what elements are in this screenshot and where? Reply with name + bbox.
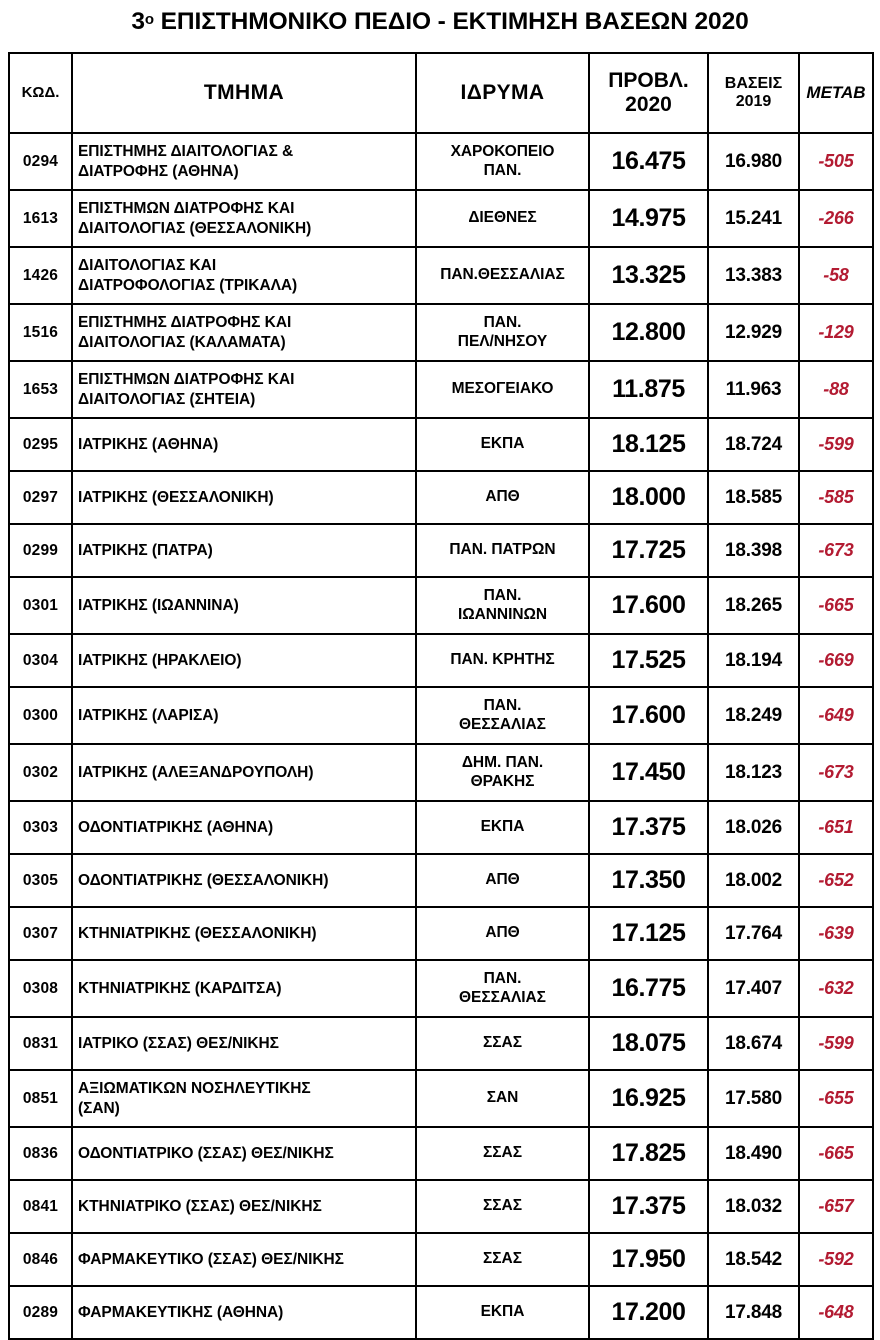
cell-change: -505 — [799, 133, 873, 190]
cell-institution: ΠΑΝ. ΠΑΤΡΩΝ — [416, 524, 589, 577]
cell-bases: 17.848 — [708, 1286, 799, 1339]
cell-bases: 15.241 — [708, 190, 799, 247]
table-header — [9, 53, 873, 133]
cell-department: ΕΠΙΣΤΗΜΗΣ ΔΙΑΙΤΟΛΟΓΙΑΣ & ΔΙΑΤΡΟΦΗΣ (ΑΘΗΝΑ) — [72, 133, 416, 190]
cell-code: 1426 — [9, 247, 72, 304]
cell-projection: 17.450 — [589, 744, 708, 801]
cell-code: 1653 — [9, 361, 72, 418]
cell-change: -585 — [799, 471, 873, 524]
cell-department: ΙΑΤΡΙΚΗΣ (ΠΑΤΡΑ) — [72, 524, 416, 577]
cell-change: -599 — [799, 1017, 873, 1070]
cell-code: 0303 — [9, 801, 72, 854]
cell-institution: ΠΑΝ.ΘΕΣΣΑΛΙΑΣ — [416, 247, 589, 304]
cell-projection: 11.875 — [589, 361, 708, 418]
page-title-text: ΕΠΙΣΤΗΜΟΝΙΚΟ ΠΕΔΙΟ - ΕΚΤΙΜΗΣΗ ΒΑΣΕΩΝ 2020 — [153, 8, 749, 35]
cell-department: ΚΤΗΝΙΑΤΡΙΚΗΣ (ΚΑΡΔΙΤΣΑ) — [72, 960, 416, 1017]
cell-projection: 18.125 — [589, 418, 708, 471]
cell-code: 0308 — [9, 960, 72, 1017]
cell-projection: 17.375 — [589, 801, 708, 854]
column-header-department: ΤΜΗΜΑ — [72, 53, 416, 133]
cell-change: -639 — [799, 907, 873, 960]
cell-department: ΙΑΤΡΙΚΗΣ (ΘΕΣΣΑΛΟΝΙΚΗ) — [72, 471, 416, 524]
page-title — [0, 0, 880, 35]
cell-code: 0831 — [9, 1017, 72, 1070]
cell-department: ΔΙΑΙΤΟΛΟΓΙΑΣ ΚΑΙ ΔΙΑΤΡΟΦΟΛΟΓΙΑΣ (ΤΡΙΚΑΛΑ) — [72, 247, 416, 304]
table-row — [9, 1180, 873, 1233]
page-title-ordinal-suffix: o — [144, 11, 154, 28]
cell-projection: 17.350 — [589, 854, 708, 907]
column-header-bases — [708, 53, 799, 133]
column-header-change: ΜΕΤΑΒ — [799, 53, 873, 133]
cell-department: ΙΑΤΡΙΚΗΣ (ΗΡΑΚΛΕΙΟ) — [72, 634, 416, 687]
cell-department: ΟΔΟΝΤΙΑΤΡΙΚΗΣ (ΑΘΗΝΑ) — [72, 801, 416, 854]
cell-institution: ΕΚΠΑ — [416, 418, 589, 471]
cell-code: 0299 — [9, 524, 72, 577]
cell-code: 0836 — [9, 1127, 72, 1180]
column-header-projection-line1: ΠΡΟΒΛ. — [608, 69, 689, 93]
cell-department: ΙΑΤΡΙΚΗΣ (ΑΛΕΞΑΝΔΡΟΥΠΟΛΗ) — [72, 744, 416, 801]
table-row — [9, 524, 873, 577]
cell-bases: 18.026 — [708, 801, 799, 854]
table-row — [9, 361, 873, 418]
table-row — [9, 1070, 873, 1127]
cell-department: ΟΔΟΝΤΙΑΤΡΙΚΟ (ΣΣΑΣ) ΘΕΣ/ΝΙΚΗΣ — [72, 1127, 416, 1180]
cell-bases: 18.674 — [708, 1017, 799, 1070]
table-row — [9, 1017, 873, 1070]
column-header-bases-line1: ΒΑΣΕΙΣ — [724, 75, 783, 93]
cell-change: -651 — [799, 801, 873, 854]
cell-bases: 18.249 — [708, 687, 799, 744]
table-row — [9, 1127, 873, 1180]
cell-department: ΚΤΗΝΙΑΤΡΙΚΟ (ΣΣΑΣ) ΘΕΣ/ΝΙΚΗΣ — [72, 1180, 416, 1233]
table-row — [9, 634, 873, 687]
cell-code: 1613 — [9, 190, 72, 247]
cell-code: 0305 — [9, 854, 72, 907]
table-row — [9, 577, 873, 634]
cell-code: 0294 — [9, 133, 72, 190]
cell-projection: 17.725 — [589, 524, 708, 577]
cell-code: 0307 — [9, 907, 72, 960]
cell-institution: ΔΙΕΘΝΕΣ — [416, 190, 589, 247]
cell-bases: 18.123 — [708, 744, 799, 801]
cell-institution: ΑΠΘ — [416, 854, 589, 907]
cell-bases: 18.398 — [708, 524, 799, 577]
table-row — [9, 744, 873, 801]
table-row — [9, 1286, 873, 1339]
cell-institution: ΜΕΣΟΓΕΙΑΚΟ — [416, 361, 589, 418]
column-header-bases-line2: 2019 — [735, 93, 772, 110]
bases-table — [8, 52, 874, 1340]
cell-institution: ΕΚΠΑ — [416, 1286, 589, 1339]
cell-department: ΦΑΡΜΑΚΕΥΤΙΚΟ (ΣΣΑΣ) ΘΕΣ/ΝΙΚΗΣ — [72, 1233, 416, 1286]
cell-code: 0301 — [9, 577, 72, 634]
cell-institution: ΣΣΑΣ — [416, 1180, 589, 1233]
cell-code: 0841 — [9, 1180, 72, 1233]
cell-change: -632 — [799, 960, 873, 1017]
cell-bases: 11.963 — [708, 361, 799, 418]
cell-projection: 16.475 — [589, 133, 708, 190]
cell-institution: ΠΑΝ. ΠΕΛ/ΝΗΣΟΥ — [416, 304, 589, 361]
cell-institution: ΠΑΝ. ΘΕΣΣΑΛΙΑΣ — [416, 960, 589, 1017]
cell-institution: ΠΑΝ. ΘΕΣΣΑΛΙΑΣ — [416, 687, 589, 744]
cell-change: -58 — [799, 247, 873, 304]
cell-bases: 18.490 — [708, 1127, 799, 1180]
page-title-number: 3 — [131, 8, 145, 35]
cell-change: -88 — [799, 361, 873, 418]
cell-institution: ΣΣΑΣ — [416, 1017, 589, 1070]
cell-projection: 17.825 — [589, 1127, 708, 1180]
table-row — [9, 907, 873, 960]
table-header-row — [9, 53, 873, 133]
cell-code: 0846 — [9, 1233, 72, 1286]
cell-bases: 12.929 — [708, 304, 799, 361]
table-row — [9, 190, 873, 247]
cell-department: ΟΔΟΝΤΙΑΤΡΙΚΗΣ (ΘΕΣΣΑΛΟΝΙΚΗ) — [72, 854, 416, 907]
table-row — [9, 801, 873, 854]
table-row — [9, 247, 873, 304]
table-row — [9, 960, 873, 1017]
column-header-institution: ΙΔΡΥΜΑ — [416, 53, 589, 133]
cell-bases: 16.980 — [708, 133, 799, 190]
cell-projection: 18.000 — [589, 471, 708, 524]
table-body — [9, 133, 873, 1339]
cell-projection: 16.925 — [589, 1070, 708, 1127]
table-row — [9, 854, 873, 907]
column-header-projection — [589, 53, 708, 133]
cell-change: -652 — [799, 854, 873, 907]
cell-change: -599 — [799, 418, 873, 471]
cell-institution: ΠΑΝ. ΙΩΑΝΝΙΝΩΝ — [416, 577, 589, 634]
cell-institution: ΠΑΝ. ΚΡΗΤΗΣ — [416, 634, 589, 687]
cell-department: ΦΑΡΜΑΚΕΥΤΙΚΗΣ (ΑΘΗΝΑ) — [72, 1286, 416, 1339]
cell-change: -266 — [799, 190, 873, 247]
table-row — [9, 1233, 873, 1286]
cell-change: -657 — [799, 1180, 873, 1233]
cell-projection: 13.325 — [589, 247, 708, 304]
cell-institution: ΣΑΝ — [416, 1070, 589, 1127]
cell-change: -673 — [799, 524, 873, 577]
cell-projection: 17.950 — [589, 1233, 708, 1286]
cell-department: ΕΠΙΣΤΗΜΩΝ ΔΙΑΤΡΟΦΗΣ ΚΑΙ ΔΙΑΙΤΟΛΟΓΙΑΣ (ΣΗΤΕΙΑ) — [72, 361, 416, 418]
cell-institution: ΑΠΘ — [416, 907, 589, 960]
cell-department: ΙΑΤΡΙΚΗΣ (ΑΘΗΝΑ) — [72, 418, 416, 471]
cell-change: -665 — [799, 577, 873, 634]
cell-projection: 18.075 — [589, 1017, 708, 1070]
cell-department: ΙΑΤΡΙΚΟ (ΣΣΑΣ) ΘΕΣ/ΝΙΚΗΣ — [72, 1017, 416, 1070]
cell-change: -655 — [799, 1070, 873, 1127]
table-row — [9, 418, 873, 471]
cell-institution: ΔΗΜ. ΠΑΝ. ΘΡΑΚΗΣ — [416, 744, 589, 801]
cell-bases: 18.585 — [708, 471, 799, 524]
cell-bases: 13.383 — [708, 247, 799, 304]
cell-institution: ΑΠΘ — [416, 471, 589, 524]
cell-projection: 17.375 — [589, 1180, 708, 1233]
cell-projection: 12.800 — [589, 304, 708, 361]
cell-projection: 17.600 — [589, 687, 708, 744]
column-header-projection-line2: 2020 — [625, 93, 672, 116]
cell-institution: ΣΣΑΣ — [416, 1127, 589, 1180]
cell-institution: ΕΚΠΑ — [416, 801, 589, 854]
cell-institution: ΣΣΑΣ — [416, 1233, 589, 1286]
cell-department: ΕΠΙΣΤΗΜΩΝ ΔΙΑΤΡΟΦΗΣ ΚΑΙ ΔΙΑΙΤΟΛΟΓΙΑΣ (ΘΕΣΣΑΛΟΝΙΚΗ) — [72, 190, 416, 247]
cell-projection: 17.525 — [589, 634, 708, 687]
cell-department: ΕΠΙΣΤΗΜΗΣ ΔΙΑΤΡΟΦΗΣ ΚΑΙ ΔΙΑΙΤΟΛΟΓΙΑΣ (ΚΑΛΑΜΑΤΑ) — [72, 304, 416, 361]
cell-bases: 17.407 — [708, 960, 799, 1017]
table-row — [9, 687, 873, 744]
cell-institution: ΧΑΡΟΚΟΠΕΙΟ ΠΑΝ. — [416, 133, 589, 190]
cell-code: 0295 — [9, 418, 72, 471]
cell-code: 0297 — [9, 471, 72, 524]
cell-department: ΙΑΤΡΙΚΗΣ (ΛΑΡΙΣΑ) — [72, 687, 416, 744]
cell-bases: 17.764 — [708, 907, 799, 960]
bases-table-container — [8, 52, 872, 1340]
cell-bases: 18.542 — [708, 1233, 799, 1286]
cell-change: -665 — [799, 1127, 873, 1180]
cell-bases: 18.002 — [708, 854, 799, 907]
cell-projection: 17.600 — [589, 577, 708, 634]
cell-projection: 14.975 — [589, 190, 708, 247]
cell-bases: 18.032 — [708, 1180, 799, 1233]
cell-code: 0304 — [9, 634, 72, 687]
table-row — [9, 304, 873, 361]
cell-department: ΑΞΙΩΜΑΤΙΚΩΝ ΝΟΣΗΛΕΥΤΙΚΗΣ (ΣΑΝ) — [72, 1070, 416, 1127]
cell-department: ΚΤΗΝΙΑΤΡΙΚΗΣ (ΘΕΣΣΑΛΟΝΙΚΗ) — [72, 907, 416, 960]
cell-projection: 16.775 — [589, 960, 708, 1017]
cell-change: -129 — [799, 304, 873, 361]
cell-bases: 18.194 — [708, 634, 799, 687]
column-header-code: ΚΩΔ. — [9, 53, 72, 133]
cell-projection: 17.125 — [589, 907, 708, 960]
table-row — [9, 133, 873, 190]
cell-code: 0851 — [9, 1070, 72, 1127]
cell-change: -649 — [799, 687, 873, 744]
cell-bases: 18.265 — [708, 577, 799, 634]
cell-department: ΙΑΤΡΙΚΗΣ (ΙΩΑΝΝΙΝΑ) — [72, 577, 416, 634]
cell-code: 0300 — [9, 687, 72, 744]
cell-bases: 17.580 — [708, 1070, 799, 1127]
cell-change: -673 — [799, 744, 873, 801]
cell-bases: 18.724 — [708, 418, 799, 471]
table-row — [9, 471, 873, 524]
cell-code: 0302 — [9, 744, 72, 801]
cell-code: 0289 — [9, 1286, 72, 1339]
cell-code: 1516 — [9, 304, 72, 361]
cell-change: -648 — [799, 1286, 873, 1339]
cell-projection: 17.200 — [589, 1286, 708, 1339]
cell-change: -592 — [799, 1233, 873, 1286]
cell-change: -669 — [799, 634, 873, 687]
